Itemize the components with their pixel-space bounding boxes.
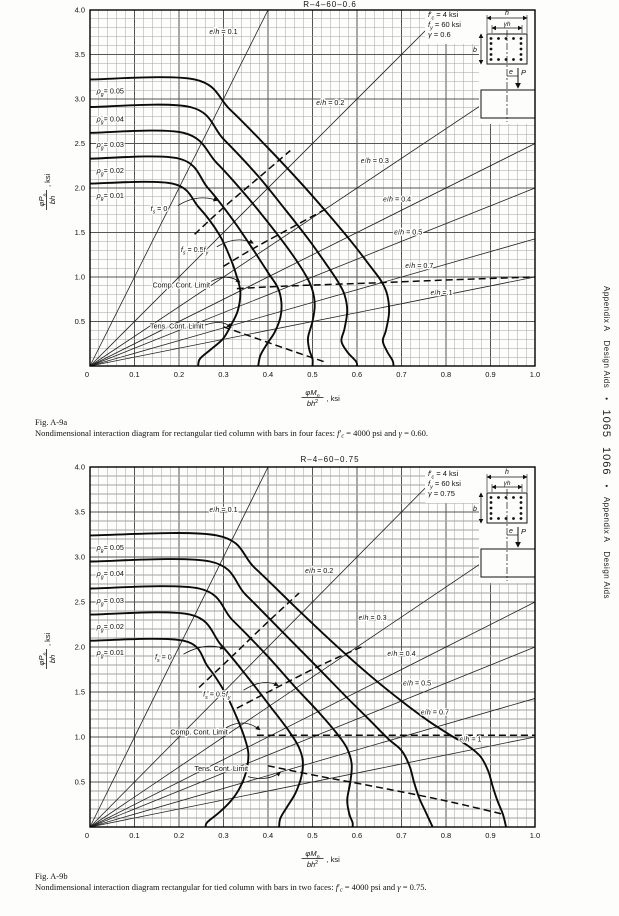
page-number: 1066 <box>600 447 612 476</box>
rebar-dot <box>497 517 500 520</box>
legend-line: $f_y = 60$ ksi <box>428 20 461 32</box>
y-ticks <box>75 6 85 327</box>
svg-text:φMn: $\varphi M_n$ <box>305 388 320 400</box>
interaction-diagram-a9b <box>0 446 619 916</box>
x-tick: 0.6 <box>351 370 363 379</box>
eh-label: e/h = 1 <box>459 734 482 744</box>
rebar-dot <box>512 517 515 520</box>
rebar-dot <box>490 48 493 51</box>
x-tick: 0 <box>84 831 90 840</box>
x-tick: 0.3 <box>218 831 229 840</box>
x-tick: 0.3 <box>218 370 229 379</box>
x-tick: 0.7 <box>396 370 407 379</box>
locus-label: $f_s = 0.5f_y$ <box>180 245 209 257</box>
y-tick: 0.5 <box>74 777 85 787</box>
locus-label: Tens. Cont. Limit <box>150 321 204 331</box>
x-tick: 0.4 <box>262 370 274 379</box>
rebar-dot <box>512 58 515 61</box>
x-axis-label <box>302 388 341 408</box>
legend-line: $f'_c = 4$ ksi <box>428 10 459 22</box>
page-margin-text <box>576 286 612 666</box>
svg-text:bh: bh <box>48 195 57 205</box>
locus-label: $f_s = 0$ <box>150 204 168 216</box>
rebar-dot <box>490 507 493 510</box>
legend-line: γ = 0.6 <box>428 30 451 39</box>
eh-label: e/h = 1 <box>430 287 453 297</box>
rho-label: $\rho_g= 0.05$ <box>96 542 124 555</box>
inset-p-label: P <box>521 527 527 536</box>
y-tick: 2.5 <box>74 139 85 148</box>
x-tick: 0.1 <box>129 831 140 840</box>
chart-title: R–4–60–0.75 <box>300 455 360 464</box>
rho-curve <box>90 559 433 827</box>
rebar-dot <box>490 517 493 520</box>
margin-label: • <box>602 484 611 488</box>
rebar-dot <box>512 496 515 499</box>
figure-label: Fig. A-9b <box>35 871 68 881</box>
x-tick: 1.0 <box>529 831 541 840</box>
y-tick: 3.0 <box>74 94 85 104</box>
rebar-dot <box>520 507 523 510</box>
locus-label: Comp. Cont. Limit <box>152 280 210 290</box>
x-axis-label <box>302 849 341 869</box>
rebar-dot <box>490 42 493 45</box>
locus-label: $f_s = 0.5f_y$ <box>203 689 231 701</box>
rebar-dot <box>520 53 523 56</box>
x-tick: 0.8 <box>440 831 452 840</box>
rho-label: $\rho_g= 0.03$ <box>96 595 124 608</box>
x-tick: 0.9 <box>485 831 496 840</box>
rebar-dot <box>520 517 523 520</box>
rebar-dot <box>497 37 500 40</box>
figure-caption-a9a <box>35 417 580 442</box>
eh-label: e/h = 0.2 <box>316 98 345 108</box>
rebar-dot <box>520 48 523 51</box>
svg-text:bh: bh <box>48 654 57 664</box>
rho-label: $\rho_g= 0.04$ <box>96 568 124 581</box>
eh-label: e/h = 0.7 <box>405 261 434 271</box>
x-tick: 0.1 <box>129 370 140 379</box>
svg-text:φPn: $\varphi P_n$ <box>37 193 49 207</box>
x-tick: 0.5 <box>307 831 318 840</box>
svg-text:φMn: $\varphi M_n$ <box>305 849 320 861</box>
legend-line: γ = 0.75 <box>428 489 455 498</box>
x-tick: 0.7 <box>396 831 407 840</box>
eh-label: e/h = 0.3 <box>360 156 389 166</box>
y-tick: 0.5 <box>74 317 85 326</box>
x-ticks <box>85 370 540 379</box>
svg-text:bh2: $bh^2$ <box>306 399 319 408</box>
y-tick: 1.0 <box>74 272 85 282</box>
rebar-dot <box>490 501 493 504</box>
eh-label: e/h = 0.1 <box>209 27 238 37</box>
margin-label: • <box>602 397 611 401</box>
locus-label: $f_s = 0$ <box>155 652 172 664</box>
x-ticks <box>85 831 540 840</box>
page-number: 1065 <box>600 409 612 439</box>
legend-line: $f'_c = 4$ ksi <box>428 469 459 481</box>
loci <box>183 593 535 814</box>
inset-e-label: e <box>509 69 513 76</box>
svg-text:, ksi: , ksi <box>43 632 52 646</box>
y-axis-label <box>37 632 57 669</box>
y-tick: 4.0 <box>74 5 85 15</box>
eh-label: e/h = 0.7 <box>420 707 449 717</box>
y-tick: 3.5 <box>74 50 85 59</box>
legend-inset <box>425 461 535 583</box>
figure-caption-a9b <box>35 871 580 896</box>
inset-gammah-label: γh <box>503 480 511 487</box>
inset-e-label: e <box>509 528 513 535</box>
inset-b-label: b <box>473 47 477 54</box>
y-tick: 3.0 <box>74 552 85 562</box>
rho-label: $\rho_g= 0.04$ <box>96 114 124 126</box>
x-tick: 0.2 <box>173 370 185 379</box>
rebar-dot <box>520 496 523 499</box>
x-tick: 0.8 <box>440 370 452 379</box>
grid <box>90 10 535 366</box>
inset-h-label: h <box>505 10 509 17</box>
y-tick: 2.0 <box>74 642 85 652</box>
x-tick: 1.0 <box>529 370 541 379</box>
interaction-diagram-a9a <box>0 0 619 444</box>
rho-label: $\rho_g= 0.02$ <box>96 165 124 178</box>
figure-label: Fig. A-9a <box>35 417 68 427</box>
x-tick: 0.2 <box>173 831 185 840</box>
figure-caption-text: Nondimensional interaction diagram for rectangular tied column with bars in four faces: f′c = 4000 psi and γ = 0.60. <box>35 427 429 439</box>
inset-b-label: b <box>473 506 477 513</box>
inset-p-label: P <box>521 68 527 77</box>
rebar-dot <box>512 37 515 40</box>
eh-label: e/h = 0.5 <box>394 227 423 237</box>
y-tick: 3.5 <box>74 507 85 517</box>
y-tick: 2.0 <box>74 183 85 193</box>
x-tick: 0.5 <box>307 370 318 379</box>
rebar-dot <box>497 496 500 499</box>
locus-label: Tens. Cont. Limit <box>194 764 249 774</box>
rebar-dot <box>520 37 523 40</box>
legend-line: $f_y = 60$ ksi <box>428 479 461 491</box>
inset-gammah-label: γh <box>503 21 511 28</box>
rho-label: $\rho_g= 0.01$ <box>96 190 124 203</box>
rebar-dot <box>520 501 523 504</box>
rebar-dot <box>490 512 493 515</box>
y-tick: 2.5 <box>74 597 85 607</box>
y-tick: 1.5 <box>74 687 85 697</box>
rho-label: $\rho_g= 0.01$ <box>96 648 124 660</box>
figure-caption-text: Nondimensional interaction diagram rectangular for tied column with bars in two faces: f′c = 4000 psi and γ = 0.75. <box>35 881 427 893</box>
margin-label: Appendix A <box>602 496 611 543</box>
eh-label: e/h = 0.2 <box>305 566 334 576</box>
eh-label: e/h = 0.4 <box>382 194 412 204</box>
margin-label: Appendix A <box>602 286 611 332</box>
rho-label: $\rho_g= 0.03$ <box>96 140 124 152</box>
grid <box>90 467 535 827</box>
rebar-dot <box>520 512 523 515</box>
y-tick: 4.0 <box>74 462 85 472</box>
y-tick: 1.0 <box>74 732 85 742</box>
svg-text:bh2: $bh^2$ <box>306 860 319 869</box>
svg-text:φPn: $\varphi P_n$ <box>37 652 49 666</box>
y-axis-label <box>37 173 57 210</box>
y-ticks <box>75 463 85 787</box>
rebar-dot <box>490 58 493 61</box>
eh-label: e/h = 0.3 <box>358 613 387 622</box>
x-tick: 0 <box>84 370 90 379</box>
svg-text:, ksi: , ksi <box>326 394 340 403</box>
eh-label: e/h = 0.5 <box>402 678 432 688</box>
x-tick: 0.4 <box>262 831 274 840</box>
legend-inset <box>425 2 535 124</box>
eh-label: e/h = 0.4 <box>387 649 416 658</box>
x-tick: 0.6 <box>351 831 363 840</box>
rebar-dot <box>520 42 523 45</box>
x-tick: 0.9 <box>485 370 496 379</box>
rebar-dot <box>520 58 523 61</box>
locus-label: Comp. Cont. Limit <box>170 727 228 737</box>
svg-text:, ksi: , ksi <box>326 855 340 864</box>
chart-title: R–4–60–0.6 <box>303 0 357 9</box>
svg-text:, ksi: , ksi <box>43 173 52 187</box>
rebar-dot <box>490 37 493 40</box>
rebar-dot <box>490 53 493 56</box>
rho-label: $\rho_g= 0.05$ <box>96 86 124 99</box>
margin-label: Design Aids <box>602 340 611 389</box>
inset-h-label: h <box>505 469 509 476</box>
rho-label: $\rho_g= 0.02$ <box>96 622 124 634</box>
margin-label: Design Aids <box>602 551 611 600</box>
rebar-dot <box>497 58 500 61</box>
y-tick: 1.5 <box>74 228 85 237</box>
rebar-dot <box>490 496 493 499</box>
eh-label: e/h = 0.1 <box>209 505 238 514</box>
